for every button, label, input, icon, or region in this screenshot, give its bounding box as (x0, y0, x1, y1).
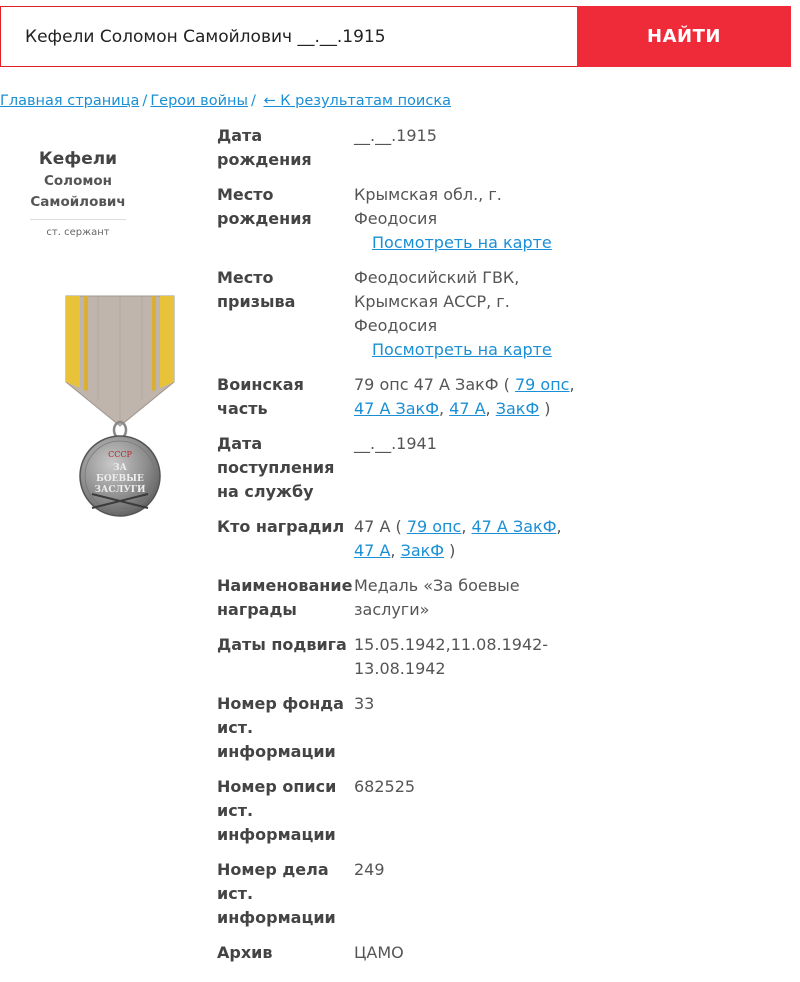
detail-row-fund-number (217, 692, 577, 764)
detail-value: ЦАМО (354, 943, 404, 962)
unit-link-47a-zakf[interactable]: 47 А ЗакФ (354, 399, 439, 418)
detail-value: 682525 (354, 777, 416, 796)
detail-value: __.__.1941 (354, 434, 437, 453)
awarded-by-link-zakf[interactable]: ЗакФ (400, 541, 445, 560)
awarded-by-link-79-ops[interactable]: 79 опс (406, 517, 462, 536)
detail-label: Даты подвига (217, 635, 347, 654)
detail-row-draft-place (217, 266, 577, 362)
detail-row-military-unit (217, 373, 577, 421)
comma: , (438, 399, 450, 418)
medal-image (58, 290, 182, 530)
comma: , (390, 541, 401, 560)
detail-label: Дата рождения (217, 126, 312, 169)
unit-link-zakf[interactable]: ЗакФ (495, 399, 540, 418)
unit-paren-close: ) (539, 399, 551, 418)
detail-row-birth-date (217, 124, 577, 172)
details-table (217, 124, 577, 976)
detail-row-archive (217, 941, 577, 965)
comma: , (569, 375, 575, 394)
detail-value (354, 266, 577, 362)
search-input[interactable] (0, 6, 577, 67)
detail-label: Номер описи ист. информации (217, 777, 337, 844)
detail-value (354, 373, 577, 421)
breadcrumb-heroes-link[interactable]: Герои войны (150, 93, 248, 109)
detail-value (354, 183, 577, 255)
comma: , (485, 399, 496, 418)
person-surname: Кефели (38, 149, 118, 169)
detail-row-feat-dates (217, 633, 577, 681)
unit-paren-open: ( (498, 375, 515, 394)
person-patronymic: Самойлович (30, 194, 126, 210)
search-bar (0, 6, 791, 67)
detail-label: Номер дела ист. информации (217, 860, 336, 927)
unit-link-47a[interactable]: 47 А (449, 399, 486, 418)
detail-label: Архив (217, 943, 273, 962)
comma: , (556, 517, 562, 536)
comma: , (461, 517, 472, 536)
detail-label: Наименование награды (217, 576, 353, 619)
person-first-name: Соломон (44, 173, 112, 189)
detail-label: Дата поступления на службу (217, 434, 335, 501)
detail-label: Воинская часть (217, 375, 304, 418)
awarded-by-link-47a-zakf[interactable]: 47 А ЗакФ (471, 517, 557, 536)
detail-row-inventory-number (217, 775, 577, 847)
unit-text: 79 опс 47 А ЗакФ (354, 375, 499, 394)
breadcrumb-separator: / (142, 93, 148, 109)
awarded-by-paren-open: ( (390, 517, 407, 536)
detail-value (354, 515, 577, 563)
medal-text-line3: ЗАСЛУГИ (94, 485, 146, 495)
detail-row-award-name (217, 574, 577, 622)
awarded-by-paren-close: ) (444, 541, 456, 560)
search-button[interactable]: НАЙТИ (577, 6, 791, 67)
detail-row-awarded-by (217, 515, 577, 563)
birth-place-text: Крымская обл., г. Феодосия (354, 185, 502, 228)
detail-label: Кто наградил (217, 517, 345, 536)
back-to-results-link[interactable]: ← К результатам поиска (263, 93, 451, 109)
person-rank: ст. сержант (46, 227, 110, 238)
breadcrumb-separator: / (250, 93, 256, 109)
detail-value: 15.05.1942,11.08.1942-13.08.1942 (354, 635, 549, 678)
profile-divider (30, 219, 126, 220)
breadcrumb-home-link[interactable]: Главная страница (0, 93, 140, 109)
awarded-by-link-47a[interactable]: 47 А (354, 541, 391, 560)
birth-place-map-link[interactable]: Посмотреть на карте (372, 233, 552, 252)
detail-row-birth-place (217, 183, 577, 255)
breadcrumb (0, 93, 451, 109)
unit-link-79-ops[interactable]: 79 опс (514, 375, 570, 394)
draft-place-text: Феодосийский ГВК, Крымская АССР, г. Феодосия (354, 268, 520, 335)
draft-place-map-link[interactable]: Посмотреть на карте (372, 340, 552, 359)
detail-label: Место рождения (217, 185, 312, 228)
detail-row-case-number (217, 858, 577, 930)
awarded-by-text: 47 А (354, 517, 391, 536)
detail-row-service-date (217, 432, 577, 504)
detail-value: 249 (354, 860, 385, 879)
medal-text-line2: БОЕВЫЕ (96, 474, 144, 484)
detail-value: Медаль «За боевые заслуги» (354, 576, 520, 619)
detail-label: Номер фонда ист. информации (217, 694, 344, 761)
detail-value: __.__.1915 (354, 126, 437, 145)
medal-ussr-text: СССР (108, 450, 132, 459)
detail-value: 33 (354, 694, 375, 713)
detail-label: Место призыва (217, 268, 296, 311)
profile-card (30, 148, 126, 238)
medal-text-line1: ЗА (113, 463, 127, 473)
